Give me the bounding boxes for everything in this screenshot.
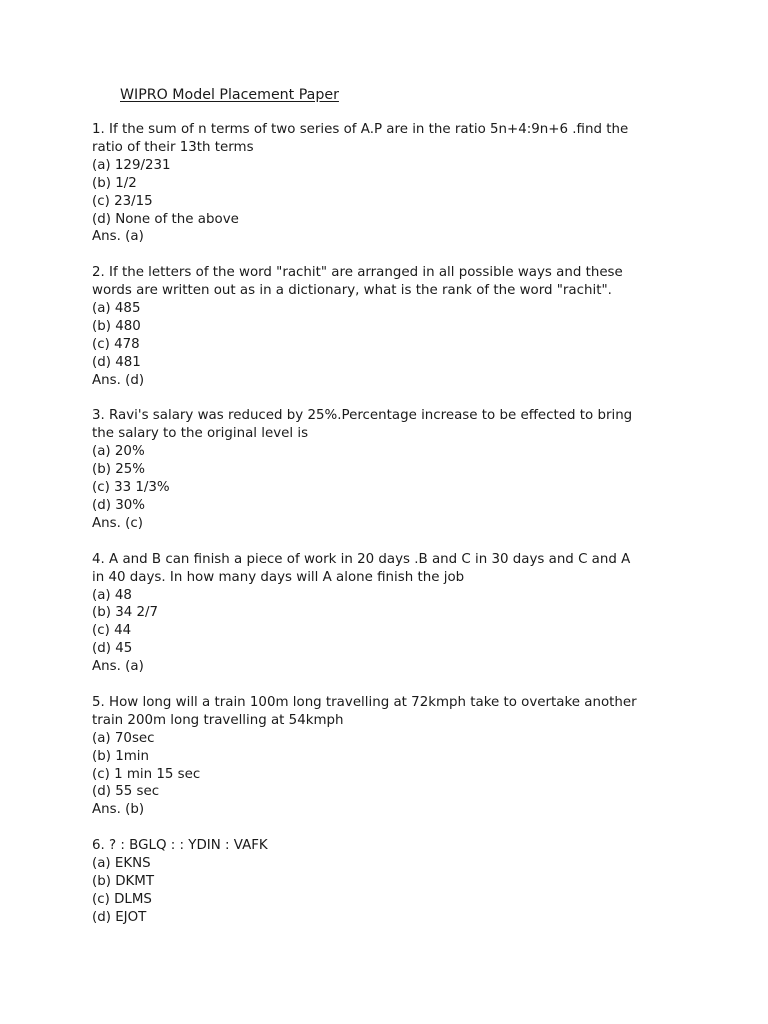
answer-option: (b) 25%: [92, 462, 145, 478]
answer-key: Ans. (a): [92, 229, 144, 245]
answer-key: Ans. (c): [92, 515, 143, 531]
answer-option: (d) 55 sec: [92, 784, 160, 800]
question-block: [92, 264, 692, 389]
question-stem-line: ratio of their 13th terms: [92, 139, 254, 155]
answer-option: (c) DLMS: [92, 891, 152, 907]
answer-option: (b) 480: [92, 318, 141, 334]
question-block: [92, 837, 692, 927]
answer-option: (a) 20%: [92, 444, 145, 460]
question-stem-line: in 40 days. In how many days will A alone finish the job: [92, 569, 465, 585]
answer-option: (b) 1/2: [92, 175, 137, 191]
question-stem-line: the salary to the original level is: [92, 426, 309, 442]
answer-option: (d) EJOT: [92, 909, 147, 925]
answer-option: (b) 34 2/7: [92, 605, 159, 621]
question-stem-line: 3. Ravi's salary was reduced by 25%.Percentage increase to be effected to bring: [92, 408, 633, 424]
answer-option: (c) 478: [92, 336, 140, 352]
question-stem-line: 6. ? : BGLQ : : YDIN : VAFK: [92, 838, 268, 854]
answer-key: Ans. (d): [92, 372, 145, 388]
question-list: [92, 121, 692, 945]
question-stem-line: words are written out as in a dictionary, what is the rank of the word "rachit".: [92, 283, 612, 299]
answer-option: (a) 485: [92, 301, 141, 317]
answer-option: (d) 30%: [92, 498, 145, 513]
answer-option: (d) 481: [92, 354, 141, 370]
answer-option: (a) 70sec: [92, 730, 155, 746]
question-block: [92, 551, 692, 676]
answer-option: (b) 1min: [92, 748, 149, 764]
answer-option: (d) None of the above: [92, 211, 239, 227]
question-stem-line: 5. How long will a train 100m long travelling at 72kmph take to overtake another: [92, 694, 637, 710]
question-block: [92, 407, 692, 532]
document-title: WIPRO Model Placement Paper: [120, 87, 339, 103]
question-block: [92, 121, 692, 246]
answer-option: (b) DKMT: [92, 873, 155, 889]
question-stem-line: 1. If the sum of n terms of two series of A.P are in the ratio 5n+4:9n+6 .find the: [92, 122, 629, 137]
answer-option: (a) 48: [92, 587, 132, 603]
answer-key: Ans. (b): [92, 802, 145, 818]
question-stem-line: train 200m long travelling at 54kmph: [92, 712, 344, 728]
question-stem-line: 4. A and B can finish a piece of work in 20 days .B and C in 30 days and C and A: [92, 551, 631, 567]
answer-option: (d) 45: [92, 641, 133, 657]
answer-option: (a) 129/231: [92, 157, 171, 173]
question-stem-line: 2. If the letters of the word "rachit" are arranged in all possible ways and these: [92, 265, 623, 281]
answer-option: (a) EKNS: [92, 856, 151, 872]
question-block: [92, 694, 692, 819]
answer-option: (c) 23/15: [92, 193, 153, 209]
answer-key: Ans. (a): [92, 659, 144, 675]
answer-option: (c) 33 1/3%: [92, 480, 170, 496]
answer-option: (c) 1 min 15 sec: [92, 766, 201, 782]
answer-option: (c) 44: [92, 623, 132, 639]
